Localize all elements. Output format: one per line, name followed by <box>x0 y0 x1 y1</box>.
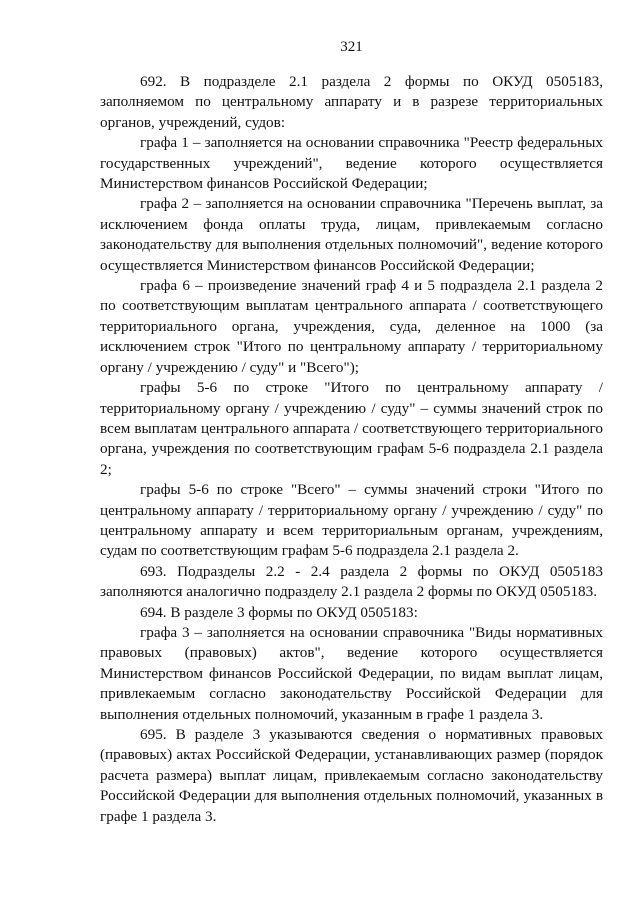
paragraph-694: 694. В разделе 3 формы по ОКУД 0505183: <box>140 603 418 621</box>
paragraph-graph-1: графа 1 – заполняется на основании справочника "Реестр федеральных государственных учреждений", ведение которого осуществляется Министерством финансов Российской Федерации; <box>100 134 603 193</box>
paragraph-graph-6: графа 6 – произведение значений граф 4 и 5 подраздела 2.1 раздела 2 по соответствующим выплатам центрального аппарата / соответствующего территориального органа, учреждения, суда, деленное на 1000 (за исключением строк "Итого по центральному аппарату / территориальному органу / учреждению / суду" и "Всего"); <box>100 277 603 376</box>
document-body <box>100 72 603 827</box>
paragraph-695: 695. В разделе 3 указываются сведения о нормативных правовых (правовых) актах Российской Федерации, устанавливающих размер (порядок расчета размера) выплат лицам, привлекаемым согласно законодательству Российской Федерации для выполнения отдельных полномочий, указанных в графе 1 раздела 3. <box>100 726 603 825</box>
paragraph-graphs-5-6-itogo: графы 5-6 по строке "Итого по центральному аппарату / территориальному органу / учреждению / суду" – суммы значений строк по всем выплатам центрального аппарата / соответствующего территориального органа, учреждения по соответствующим графам 5-6 подраздела 2.1 раздела 2; <box>100 379 603 478</box>
page-number: 321 <box>340 39 363 55</box>
paragraph-692: 692. В подразделе 2.1 раздела 2 формы по ОКУД 0505183, заполняемом по центральному аппарату и в разрезе территориальных органов, учреждений, судов: <box>100 73 603 131</box>
paragraph-693: 693. Подразделы 2.2 - 2.4 раздела 2 формы по ОКУД 0505183 заполняются аналогично подразделу 2.1 раздела 2 формы по ОКУД 0505183. <box>100 562 603 601</box>
paragraph-graph-2: графа 2 – заполняется на основании справочника "Перечень выплат, за исключением фонда оплаты труда, лицам, привлекаемым согласно законодательству для выполнения отдельных полномочий", ведение которого осуществляется Министерством финансов Российской Федерации; <box>100 195 603 274</box>
paragraph-graphs-5-6-vsego: графы 5-6 по строке "Всего" – суммы значений строки "Итого по центральному аппарату / территориальному органу / учреждению / суду" по центральному аппарату и всем территориальным органам, учреждениям, судам по соответствующим графам 5-6 подраздела 2.1 раздела 2. <box>100 481 603 560</box>
paragraph-graph-3: графа 3 – заполняется на основании справочника "Виды нормативных правовых (правовых) актов", ведение которого осуществляется Министерством финансов Российской Федерации, по видам выплат лицам, привлекаемым согласно законодательству Российской Федерации для выполнения отдельных полномочий, указанным в графе 1 раздела 3. <box>100 623 603 723</box>
